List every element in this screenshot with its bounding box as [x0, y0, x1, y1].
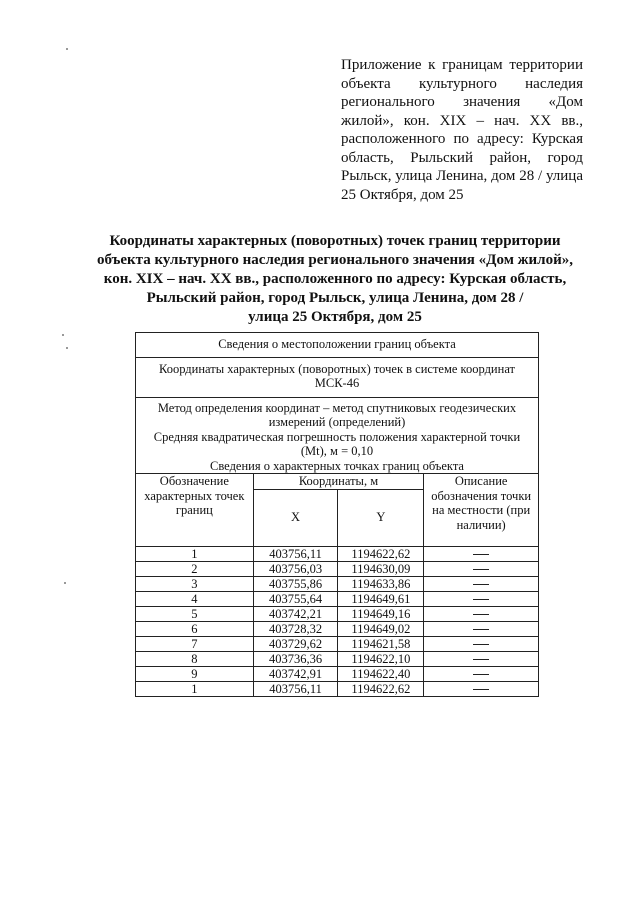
header-description: Описание обозначения точки на местности (при наличии) [424, 474, 539, 547]
accuracy-text: Средняя квадратическая погрешность положения характерной точки (Mt), м = 0,10 [153, 429, 521, 458]
table-row [136, 546, 539, 561]
x-cell: 403756,11 [253, 546, 338, 561]
section-coordinate-system: Координаты характерных (поворотных) точек в системе координат МСК-46 [136, 357, 539, 397]
x-cell: 403728,32 [253, 621, 338, 636]
x-cell: 403736,36 [253, 651, 338, 666]
description-cell [424, 636, 539, 651]
header-x: X [253, 489, 338, 546]
x-cell: 403756,11 [253, 681, 338, 696]
x-cell: 403755,64 [253, 591, 338, 606]
dash-mark [473, 674, 489, 675]
dash-mark [473, 689, 489, 690]
point-cell: 3 [136, 576, 254, 591]
table-row [136, 561, 539, 576]
header-designation: Обозначение характерных точек границ [136, 474, 254, 547]
scan-speck [62, 334, 64, 336]
method-text: Метод определения координат – метод спутниковых геодезических измерений (определений) [157, 400, 517, 429]
scan-speck [64, 582, 66, 584]
coordinates-table [135, 332, 539, 697]
y-cell: 1194622,10 [338, 651, 424, 666]
title-line: кон. XIX – нач. XX вв., расположенного по адресу: Курская область, [103, 271, 567, 287]
section-method [136, 397, 539, 474]
header-y: Y [338, 489, 424, 546]
table-row [136, 681, 539, 696]
y-cell: 1194649,16 [338, 606, 424, 621]
point-cell: 4 [136, 591, 254, 606]
description-cell [424, 621, 539, 636]
dash-mark [473, 629, 489, 630]
description-cell [424, 651, 539, 666]
x-cell: 403755,86 [253, 576, 338, 591]
x-cell: 403729,62 [253, 636, 338, 651]
dash-mark [473, 584, 489, 585]
table-row [136, 606, 539, 621]
description-cell [424, 666, 539, 681]
point-cell: 2 [136, 561, 254, 576]
description-cell [424, 561, 539, 576]
dash-mark [473, 569, 489, 570]
points-info-title: Сведения о характерных точках границ объекта [210, 458, 464, 473]
title-line: объекта культурного наследия регионального значения «Дом жилой», [97, 252, 573, 268]
document-title [96, 232, 574, 327]
table-row [136, 636, 539, 651]
header-coordinates: Координаты, м [253, 474, 424, 490]
point-cell: 9 [136, 666, 254, 681]
point-cell: 5 [136, 606, 254, 621]
y-cell: 1194622,62 [338, 546, 424, 561]
dash-mark [473, 644, 489, 645]
x-cell: 403742,21 [253, 606, 338, 621]
y-cell: 1194622,62 [338, 681, 424, 696]
title-line: Координаты характерных (поворотных) точек границ территории [109, 233, 561, 249]
description-cell [424, 681, 539, 696]
description-cell [424, 576, 539, 591]
y-cell: 1194630,09 [338, 561, 424, 576]
description-cell [424, 546, 539, 561]
table-row [136, 591, 539, 606]
y-cell: 1194649,61 [338, 591, 424, 606]
point-cell: 1 [136, 546, 254, 561]
dash-mark [473, 614, 489, 615]
appendix-note: Приложение к границам территории объекта культурного наследия регионального значения «Дом жилой», кон. XIX – нач. XX вв., расположенного по адресу: Курская область, Рыльский район, город Рыльск, улица Ленина, дом 28 / улица 25 Октября, дом 25 [341, 57, 583, 203]
table-row [136, 621, 539, 636]
x-cell: 403742,91 [253, 666, 338, 681]
point-cell: 7 [136, 636, 254, 651]
y-cell: 1194633,86 [338, 576, 424, 591]
title-line: улица 25 Октября, дом 25 [248, 309, 422, 325]
description-cell [424, 606, 539, 621]
section-location-info: Сведения о местоположении границ объекта [136, 333, 539, 358]
y-cell: 1194622,40 [338, 666, 424, 681]
x-cell: 403756,03 [253, 561, 338, 576]
table-row [136, 666, 539, 681]
table-row [136, 651, 539, 666]
y-cell: 1194649,02 [338, 621, 424, 636]
point-cell: 8 [136, 651, 254, 666]
table-row [136, 576, 539, 591]
y-cell: 1194621,58 [338, 636, 424, 651]
dash-mark [473, 659, 489, 660]
point-cell: 6 [136, 621, 254, 636]
title-line: Рыльский район, город Рыльск, улица Ленина, дом 28 / [146, 290, 524, 306]
scan-speck [66, 48, 68, 50]
description-cell [424, 591, 539, 606]
scan-speck [66, 347, 68, 349]
dash-mark [473, 599, 489, 600]
dash-mark [473, 554, 489, 555]
point-cell: 1 [136, 681, 254, 696]
